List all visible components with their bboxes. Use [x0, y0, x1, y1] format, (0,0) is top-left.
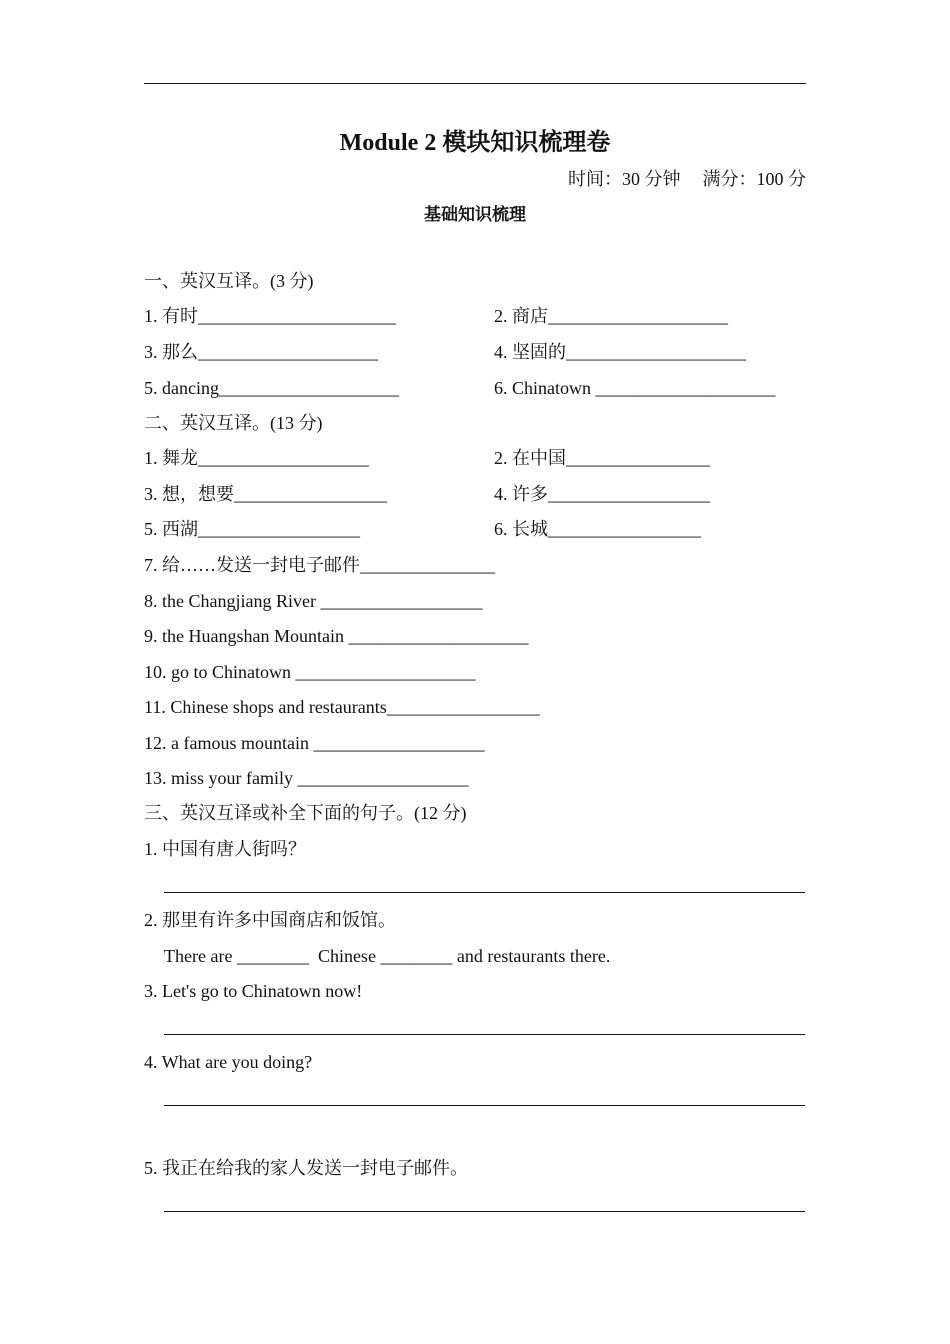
section3-question-1: 1. 中国有唐人街吗？: [144, 839, 306, 859]
section1-item-4: 4. 坚固的____________________: [494, 342, 746, 362]
full-score: 满分：100 分: [702, 169, 806, 189]
answer-line-4[interactable]: [164, 1105, 805, 1106]
section3-question-3: 3. Let's go to Chinatown now!: [144, 981, 363, 1001]
section2-item-9: 9. the Huangshan Mountain ____________________: [144, 626, 529, 646]
section2-item-8: 8. the Changjiang River __________________: [144, 591, 483, 611]
section1-item-3: 3. 那么____________________: [144, 342, 378, 362]
header-rule: [144, 83, 806, 84]
section2-item-4: 4. 许多__________________: [494, 484, 710, 504]
section2-item-12: 12. a famous mountain ___________________: [144, 733, 485, 753]
answer-line-5[interactable]: [164, 1211, 805, 1212]
time-score-info: [568, 165, 806, 191]
section2-item-6: 6. 长城_________________: [494, 519, 701, 539]
section3-heading: 三、英汉互译或补全下面的句子。(12 分): [144, 803, 467, 823]
section2-item-3: 3. 想，想要_________________: [144, 484, 387, 504]
section2-item-11: 11. Chinese shops and restaurants_________________: [144, 697, 540, 717]
section2-item-1: 1. 舞龙___________________: [144, 448, 369, 468]
section3-question-2-fill: There are ________ Chinese ________ and restaurants there.: [164, 946, 611, 966]
section2-item-7: 7. 给……发送一封电子邮件_______________: [144, 555, 495, 575]
section1-item-1: 1. 有时______________________: [144, 306, 396, 326]
section3-question-4: 4. What are you doing?: [144, 1052, 313, 1072]
answer-line-1[interactable]: [164, 892, 805, 893]
section2-heading: 二、英汉互译。(13 分): [144, 413, 323, 433]
section2-item-2: 2. 在中国________________: [494, 448, 710, 468]
section1-item-6: 6. Chinatown ____________________: [494, 378, 776, 398]
time-limit: 时间：30 分钟: [568, 169, 681, 189]
section3-question-2: 2. 那里有许多中国商店和饭馆。: [144, 910, 396, 930]
answer-line-3[interactable]: [164, 1034, 805, 1035]
section1-item-5: 5. dancing____________________: [144, 378, 399, 398]
page-title: Module 2 模块知识梳理卷: [339, 130, 611, 156]
section2-item-5: 5. 西湖__________________: [144, 519, 360, 539]
section1-heading: 一、英汉互译。(3 分): [144, 271, 314, 291]
section2-item-10: 10. go to Chinatown ____________________: [144, 662, 476, 682]
section-subtitle: 基础知识梳理: [424, 205, 526, 224]
section1-item-2: 2. 商店____________________: [494, 306, 728, 326]
section3-question-5: 5. 我正在给我的家人发送一封电子邮件。: [144, 1158, 468, 1178]
section2-item-13: 13. miss your family ___________________: [144, 768, 469, 788]
